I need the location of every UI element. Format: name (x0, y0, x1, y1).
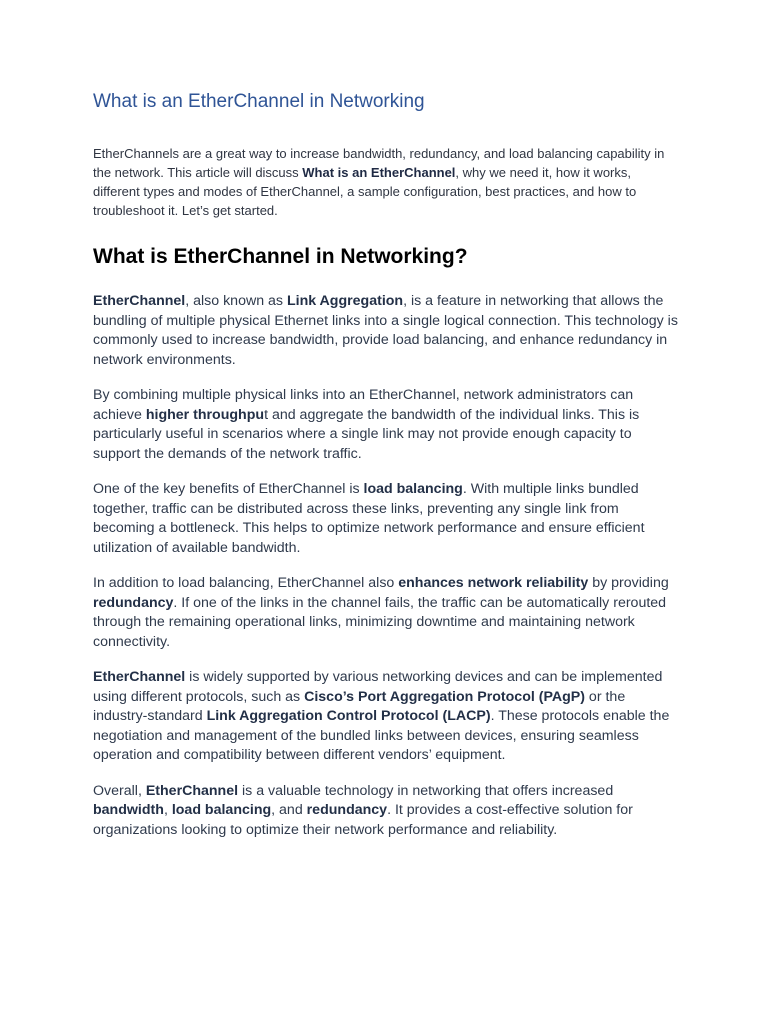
intro-bold-1: What is an EtherChannel (302, 165, 456, 180)
p3-text-1: One of the key benefits of EtherChannel is (93, 481, 364, 497)
p6-bold-3: load balancing (171, 802, 272, 818)
p5-text-3: . These protocols enable the negotiation and management of the bundled links between devices, ensuring seamless operation and compatibility between different vendors’ equipment. (93, 708, 670, 763)
p2-bold-1: higher throughpu (145, 406, 265, 423)
intro-text-1: EtherChannels are a great way to increase bandwidth, redundancy, and load balancing capability in the network. This article will discuss (93, 146, 665, 180)
paragraph-2 (93, 386, 678, 464)
p5-bold-2: Cisco’s Port Aggregation Protocol (PAgP) (304, 688, 585, 705)
p6-text-3: , (163, 802, 172, 818)
p4-text-1: In addition to load balancing, EtherChannel also (93, 575, 399, 591)
section-heading: What is EtherChannel in Networking? (93, 245, 468, 268)
p4-text-3: . If one of the links in the channel fails, the traffic can be automatically rerouted through the remaining operational links, minimizing downtime and maintaining network connectivity. (93, 594, 667, 650)
p1-bold-2: Link Aggregation (286, 293, 404, 309)
p3-text-2: . With multiple links bundled together, traffic can be distributed across these links, preventing any single link from becoming a bottleneck. This helps to optimize network performance and ensure efficient utilization of available bandwidth. (93, 481, 645, 556)
p5-text-2: or the industry-standard (93, 688, 626, 724)
p6-bold-4: redundancy (306, 802, 388, 818)
p6-bold-1: EtherChannel (145, 782, 239, 799)
paragraph-4 (93, 574, 678, 652)
intro-text-2: , why we need it, how it works, different types and modes of EtherChannel, a sample configuration, best practices, and how to troubleshoot it. Let’s get started. (93, 165, 637, 218)
paragraph-3 (93, 480, 678, 558)
p5-bold-3: Link Aggregation Control Protocol (LACP) (206, 708, 491, 724)
p1-text-2: , is a feature in networking that allows the bundling of multiple physical Ethernet links into a single logical connection. This technology is commonly used to increase bandwidth, provide load balancing, and enhance redundancy in network environments. (93, 293, 678, 368)
p5-text-1: is widely supported by various networking devices and can be implemented using different protocols, such as (93, 669, 663, 705)
paragraph-5 (93, 668, 678, 766)
p5-bold-1: EtherChannel (93, 669, 186, 685)
p6-text-5: . It provides a cost-effective solution for organizations looking to optimize their network performance and reliability. (93, 802, 633, 838)
paragraph-1 (93, 292, 678, 370)
p2-text-1: By combining multiple physical links into an EtherChannel, network administrators can achieve (93, 387, 634, 423)
p4-bold-1: enhances network reliability (398, 575, 589, 591)
p4-bold-2: redundancy (93, 594, 174, 611)
paragraph-6 (93, 782, 678, 841)
p6-text-2: is a valuable technology in networking that offers increased (238, 782, 614, 799)
p4-text-2: by providing (588, 575, 669, 591)
p6-text-4: , and (271, 802, 307, 818)
document-page (93, 88, 678, 854)
p3-bold-1: load balancing (363, 481, 463, 497)
p1-bold-1: EtherChannel (93, 293, 186, 309)
p1-text-1: , also known as (185, 293, 287, 309)
p6-text-1: Overall, (93, 782, 146, 799)
p6-bold-2: bandwidth (93, 802, 164, 818)
intro-paragraph (93, 144, 678, 220)
document-title: What is an EtherChannel in Networking (93, 91, 425, 112)
p2-text-2: t and aggregate the bandwidth of the individual links. This is particularly useful in scenarios where a single link may not provide enough capacity to support the demands of the network traffic. (93, 406, 640, 462)
